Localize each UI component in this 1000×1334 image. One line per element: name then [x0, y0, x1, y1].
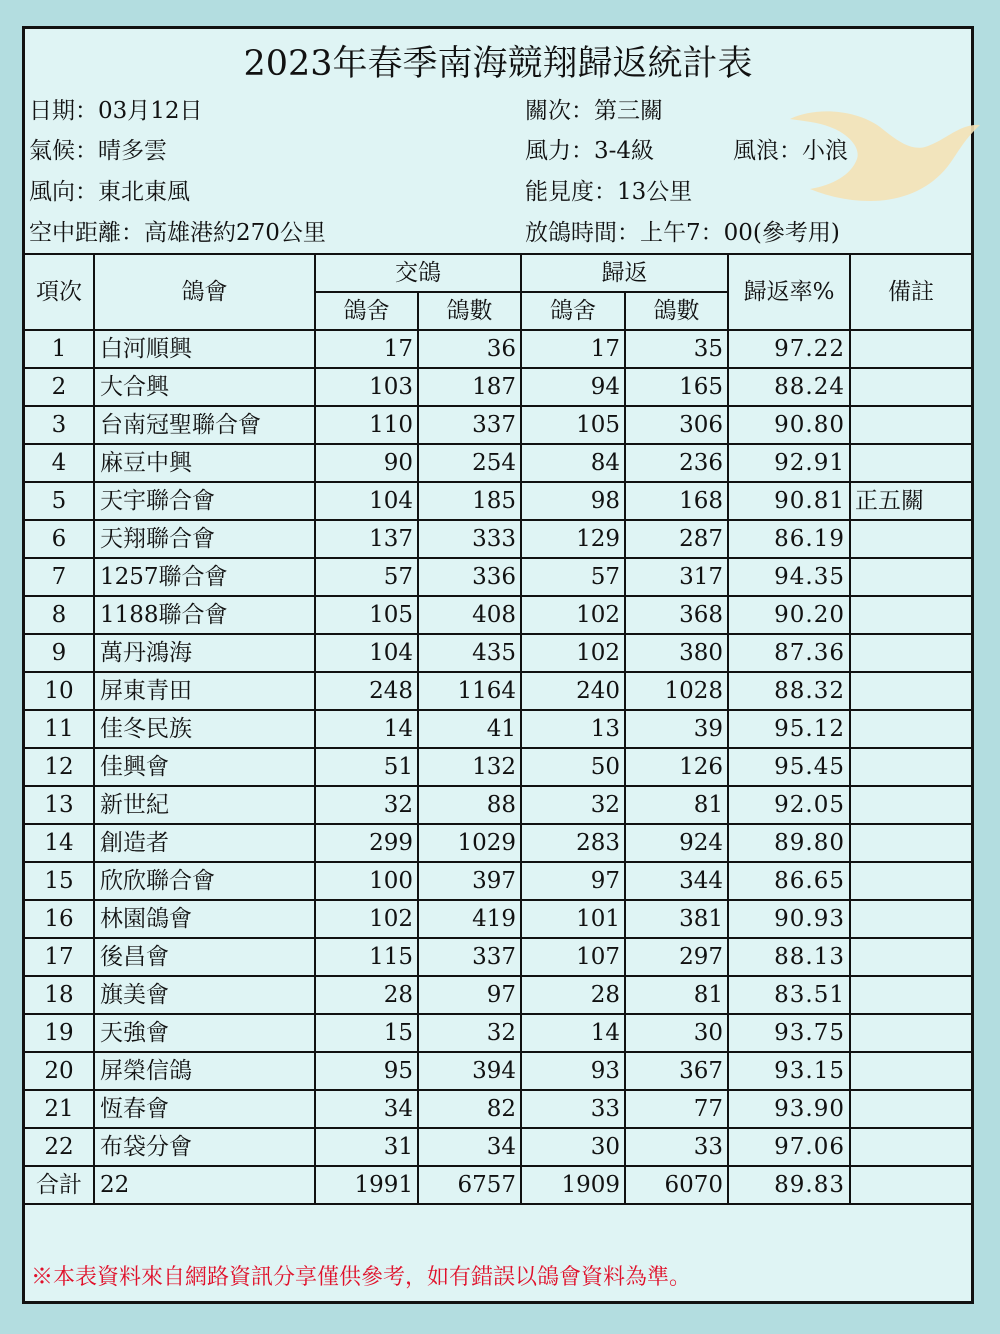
- row-note: [850, 558, 971, 596]
- header-club: 鴿會: [94, 254, 315, 330]
- table-row: [25, 444, 971, 482]
- row-entry-lofts: 110: [315, 406, 418, 444]
- row-entry-birds: 336: [418, 558, 521, 596]
- row-entry-birds: 34: [418, 1128, 521, 1166]
- row-club-name: 白河順興: [94, 330, 315, 368]
- row-return-rate: 92.91: [728, 444, 850, 482]
- row-club-name: 旗美會: [94, 976, 315, 1014]
- row-entry-lofts: 57: [315, 558, 418, 596]
- row-club-name: 1188聯合會: [94, 596, 315, 634]
- row-entry-lofts: 32: [315, 786, 418, 824]
- row-index: 18: [25, 976, 94, 1014]
- total-label: 合計: [25, 1166, 94, 1204]
- row-entry-birds: 97: [418, 976, 521, 1014]
- row-returned-birds: 287: [625, 520, 728, 558]
- row-club-name: 創造者: [94, 824, 315, 862]
- row-club-name: 恆春會: [94, 1090, 315, 1128]
- row-returned-birds: 168: [625, 482, 728, 520]
- row-note: [850, 672, 971, 710]
- row-entry-birds: 397: [418, 862, 521, 900]
- row-note: [850, 634, 971, 672]
- row-club-name: 台南冠聖聯合會: [94, 406, 315, 444]
- row-note: [850, 444, 971, 482]
- info-weather: 氣候：晴多雲: [29, 138, 167, 164]
- table-row: [25, 1052, 971, 1090]
- table-row: [25, 900, 971, 938]
- info-wave: 風浪：小浪: [733, 138, 848, 164]
- row-returned-lofts: 17: [521, 330, 625, 368]
- row-returned-lofts: 97: [521, 862, 625, 900]
- row-index: 16: [25, 900, 94, 938]
- row-returned-lofts: 30: [521, 1128, 625, 1166]
- row-club-name: 天翔聯合會: [94, 520, 315, 558]
- row-return-rate: 95.45: [728, 748, 850, 786]
- row-returned-lofts: 50: [521, 748, 625, 786]
- row-entry-lofts: 14: [315, 710, 418, 748]
- row-note: [850, 938, 971, 976]
- row-entry-birds: 1029: [418, 824, 521, 862]
- row-returned-birds: 35: [625, 330, 728, 368]
- row-note: [850, 1052, 971, 1090]
- row-entry-lofts: 103: [315, 368, 418, 406]
- row-return-rate: 94.35: [728, 558, 850, 596]
- row-note: [850, 786, 971, 824]
- row-index: 12: [25, 748, 94, 786]
- row-note: [850, 710, 971, 748]
- row-entry-lofts: 28: [315, 976, 418, 1014]
- row-index: 21: [25, 1090, 94, 1128]
- row-return-rate: 88.24: [728, 368, 850, 406]
- row-entry-birds: 132: [418, 748, 521, 786]
- header-entry: 交鴿: [315, 254, 521, 292]
- row-returned-birds: 126: [625, 748, 728, 786]
- row-entry-lofts: 100: [315, 862, 418, 900]
- row-returned-birds: 1028: [625, 672, 728, 710]
- row-index: 10: [25, 672, 94, 710]
- row-index: 13: [25, 786, 94, 824]
- returns-table: [25, 253, 971, 1205]
- row-entry-birds: 394: [418, 1052, 521, 1090]
- row-entry-lofts: 137: [315, 520, 418, 558]
- row-note: [850, 1128, 971, 1166]
- row-entry-birds: 419: [418, 900, 521, 938]
- row-index: 7: [25, 558, 94, 596]
- row-club-name: 欣欣聯合會: [94, 862, 315, 900]
- total-entry-lofts: 1991: [315, 1166, 418, 1204]
- info-visibility: 能見度：13公里: [525, 179, 693, 205]
- row-return-rate: 86.65: [728, 862, 850, 900]
- row-entry-lofts: 115: [315, 938, 418, 976]
- row-note: [850, 406, 971, 444]
- row-entry-lofts: 31: [315, 1128, 418, 1166]
- row-entry-birds: 337: [418, 938, 521, 976]
- row-club-name: 後昌會: [94, 938, 315, 976]
- row-returned-birds: 236: [625, 444, 728, 482]
- row-returned-lofts: 102: [521, 596, 625, 634]
- row-club-name: 屏東青田: [94, 672, 315, 710]
- row-entry-lofts: 34: [315, 1090, 418, 1128]
- row-index: 6: [25, 520, 94, 558]
- header-returned-lofts: 鴿舍: [521, 292, 625, 330]
- report-sheet: [22, 26, 974, 1304]
- header-returned-birds: 鴿數: [625, 292, 728, 330]
- row-club-name: 天宇聯合會: [94, 482, 315, 520]
- table-row: [25, 938, 971, 976]
- row-entry-lofts: 51: [315, 748, 418, 786]
- row-returned-lofts: 33: [521, 1090, 625, 1128]
- row-returned-lofts: 93: [521, 1052, 625, 1090]
- row-return-rate: 97.22: [728, 330, 850, 368]
- row-club-name: 萬丹鴻海: [94, 634, 315, 672]
- table-row: [25, 1090, 971, 1128]
- row-club-name: 布袋分會: [94, 1128, 315, 1166]
- row-entry-birds: 1164: [418, 672, 521, 710]
- row-entry-birds: 88: [418, 786, 521, 824]
- row-club-name: 麻豆中興: [94, 444, 315, 482]
- row-returned-birds: 81: [625, 786, 728, 824]
- row-entry-birds: 333: [418, 520, 521, 558]
- info-distance: 空中距離：高雄港約270公里: [29, 220, 326, 246]
- row-returned-lofts: 101: [521, 900, 625, 938]
- table-row: [25, 786, 971, 824]
- row-returned-birds: 165: [625, 368, 728, 406]
- row-return-rate: 93.90: [728, 1090, 850, 1128]
- table-row: [25, 862, 971, 900]
- row-return-rate: 90.81: [728, 482, 850, 520]
- row-note: [850, 976, 971, 1014]
- row-note: [850, 824, 971, 862]
- row-returned-birds: 30: [625, 1014, 728, 1052]
- row-returned-birds: 368: [625, 596, 728, 634]
- table-row: [25, 520, 971, 558]
- row-note: [850, 748, 971, 786]
- row-entry-birds: 41: [418, 710, 521, 748]
- total-returned-birds: 6070: [625, 1166, 728, 1204]
- row-index: 4: [25, 444, 94, 482]
- row-returned-lofts: 14: [521, 1014, 625, 1052]
- row-entry-birds: 32: [418, 1014, 521, 1052]
- row-entry-lofts: 104: [315, 482, 418, 520]
- table-row: [25, 1014, 971, 1052]
- row-returned-lofts: 98: [521, 482, 625, 520]
- row-entry-lofts: 90: [315, 444, 418, 482]
- row-return-rate: 90.80: [728, 406, 850, 444]
- row-entry-birds: 408: [418, 596, 521, 634]
- table-row: [25, 710, 971, 748]
- row-entry-birds: 82: [418, 1090, 521, 1128]
- row-return-rate: 90.93: [728, 900, 850, 938]
- info-wind-direction: 風向：東北東風: [29, 179, 190, 205]
- row-returned-lofts: 129: [521, 520, 625, 558]
- total-row: [25, 1166, 971, 1204]
- disclaimer-footer: ※本表資料來自網路資訊分享僅供參考，如有錯誤以鴿會資料為準。: [31, 1265, 692, 1290]
- row-entry-lofts: 95: [315, 1052, 418, 1090]
- row-note: [850, 520, 971, 558]
- row-index: 8: [25, 596, 94, 634]
- table-row: [25, 748, 971, 786]
- row-returned-birds: 306: [625, 406, 728, 444]
- row-index: 3: [25, 406, 94, 444]
- info-stage: 關次：第三關: [525, 98, 663, 124]
- row-returned-lofts: 84: [521, 444, 625, 482]
- row-return-rate: 88.13: [728, 938, 850, 976]
- row-return-rate: 86.19: [728, 520, 850, 558]
- row-entry-birds: 187: [418, 368, 521, 406]
- total-return-rate: 89.83: [728, 1166, 850, 1204]
- row-returned-lofts: 94: [521, 368, 625, 406]
- row-entry-birds: 337: [418, 406, 521, 444]
- row-returned-birds: 81: [625, 976, 728, 1014]
- row-club-name: 林園鴿會: [94, 900, 315, 938]
- row-returned-lofts: 32: [521, 786, 625, 824]
- row-returned-birds: 924: [625, 824, 728, 862]
- row-note: [850, 1014, 971, 1052]
- row-entry-birds: 435: [418, 634, 521, 672]
- row-note: [850, 330, 971, 368]
- header-returned: 歸返: [521, 254, 728, 292]
- row-returned-birds: 380: [625, 634, 728, 672]
- row-index: 22: [25, 1128, 94, 1166]
- row-index: 9: [25, 634, 94, 672]
- table-row: [25, 558, 971, 596]
- row-returned-birds: 77: [625, 1090, 728, 1128]
- row-club-name: 新世紀: [94, 786, 315, 824]
- report-title: 2023年春季南海競翔歸返統計表: [243, 44, 753, 84]
- row-note: [850, 368, 971, 406]
- row-note: [850, 1090, 971, 1128]
- table-row: [25, 672, 971, 710]
- row-index: 14: [25, 824, 94, 862]
- row-return-rate: 89.80: [728, 824, 850, 862]
- info-date: 日期：03月12日: [29, 98, 203, 124]
- header-note: 備註: [850, 254, 971, 330]
- table-row: [25, 824, 971, 862]
- row-return-rate: 93.15: [728, 1052, 850, 1090]
- row-entry-birds: 185: [418, 482, 521, 520]
- row-returned-lofts: 57: [521, 558, 625, 596]
- table-row: [25, 406, 971, 444]
- row-returned-lofts: 240: [521, 672, 625, 710]
- table-row: [25, 634, 971, 672]
- header-entry-lofts: 鴿舍: [315, 292, 418, 330]
- row-returned-birds: 317: [625, 558, 728, 596]
- row-entry-birds: 36: [418, 330, 521, 368]
- row-index: 19: [25, 1014, 94, 1052]
- row-entry-lofts: 248: [315, 672, 418, 710]
- row-club-name: 1257聯合會: [94, 558, 315, 596]
- info-release-time: 放鴿時間：上午7：00(參考用): [525, 220, 840, 246]
- table-row: [25, 1128, 971, 1166]
- row-club-name: 佳冬民族: [94, 710, 315, 748]
- row-club-name: 天強會: [94, 1014, 315, 1052]
- row-entry-lofts: 104: [315, 634, 418, 672]
- table-row: [25, 482, 971, 520]
- row-index: 1: [25, 330, 94, 368]
- row-returned-birds: 367: [625, 1052, 728, 1090]
- row-returned-lofts: 28: [521, 976, 625, 1014]
- total-entry-birds: 6757: [418, 1166, 521, 1204]
- row-club-name: 佳興會: [94, 748, 315, 786]
- row-return-rate: 90.20: [728, 596, 850, 634]
- row-returned-birds: 33: [625, 1128, 728, 1166]
- row-returned-lofts: 105: [521, 406, 625, 444]
- row-entry-lofts: 17: [315, 330, 418, 368]
- row-club-name: 屏榮信鴿: [94, 1052, 315, 1090]
- total-returned-lofts: 1909: [521, 1166, 625, 1204]
- row-returned-lofts: 107: [521, 938, 625, 976]
- header-entry-birds: 鴿數: [418, 292, 521, 330]
- row-club-name: 大合興: [94, 368, 315, 406]
- row-returned-lofts: 13: [521, 710, 625, 748]
- row-entry-lofts: 299: [315, 824, 418, 862]
- table-row: [25, 330, 971, 368]
- row-index: 15: [25, 862, 94, 900]
- row-returned-birds: 39: [625, 710, 728, 748]
- row-returned-birds: 297: [625, 938, 728, 976]
- table-row: [25, 368, 971, 406]
- row-return-rate: 95.12: [728, 710, 850, 748]
- row-return-rate: 83.51: [728, 976, 850, 1014]
- row-return-rate: 97.06: [728, 1128, 850, 1166]
- header-index: 項次: [25, 254, 94, 330]
- row-entry-lofts: 15: [315, 1014, 418, 1052]
- row-returned-birds: 381: [625, 900, 728, 938]
- table-row: [25, 596, 971, 634]
- row-index: 20: [25, 1052, 94, 1090]
- row-returned-lofts: 283: [521, 824, 625, 862]
- row-entry-lofts: 102: [315, 900, 418, 938]
- row-note: 正五關: [850, 482, 971, 520]
- row-return-rate: 93.75: [728, 1014, 850, 1052]
- total-club-count: 22: [94, 1166, 315, 1204]
- row-note: [850, 900, 971, 938]
- row-index: 11: [25, 710, 94, 748]
- row-entry-birds: 254: [418, 444, 521, 482]
- row-returned-birds: 344: [625, 862, 728, 900]
- info-wind-force: 風力：3-4級: [525, 138, 655, 164]
- row-index: 5: [25, 482, 94, 520]
- row-note: [850, 596, 971, 634]
- table-row: [25, 976, 971, 1014]
- row-index: 2: [25, 368, 94, 406]
- row-note: [850, 862, 971, 900]
- row-entry-lofts: 105: [315, 596, 418, 634]
- row-return-rate: 92.05: [728, 786, 850, 824]
- row-returned-lofts: 102: [521, 634, 625, 672]
- row-return-rate: 88.32: [728, 672, 850, 710]
- total-note: [850, 1166, 971, 1204]
- header-return-rate: 歸返率%: [728, 254, 850, 330]
- row-return-rate: 87.36: [728, 634, 850, 672]
- row-index: 17: [25, 938, 94, 976]
